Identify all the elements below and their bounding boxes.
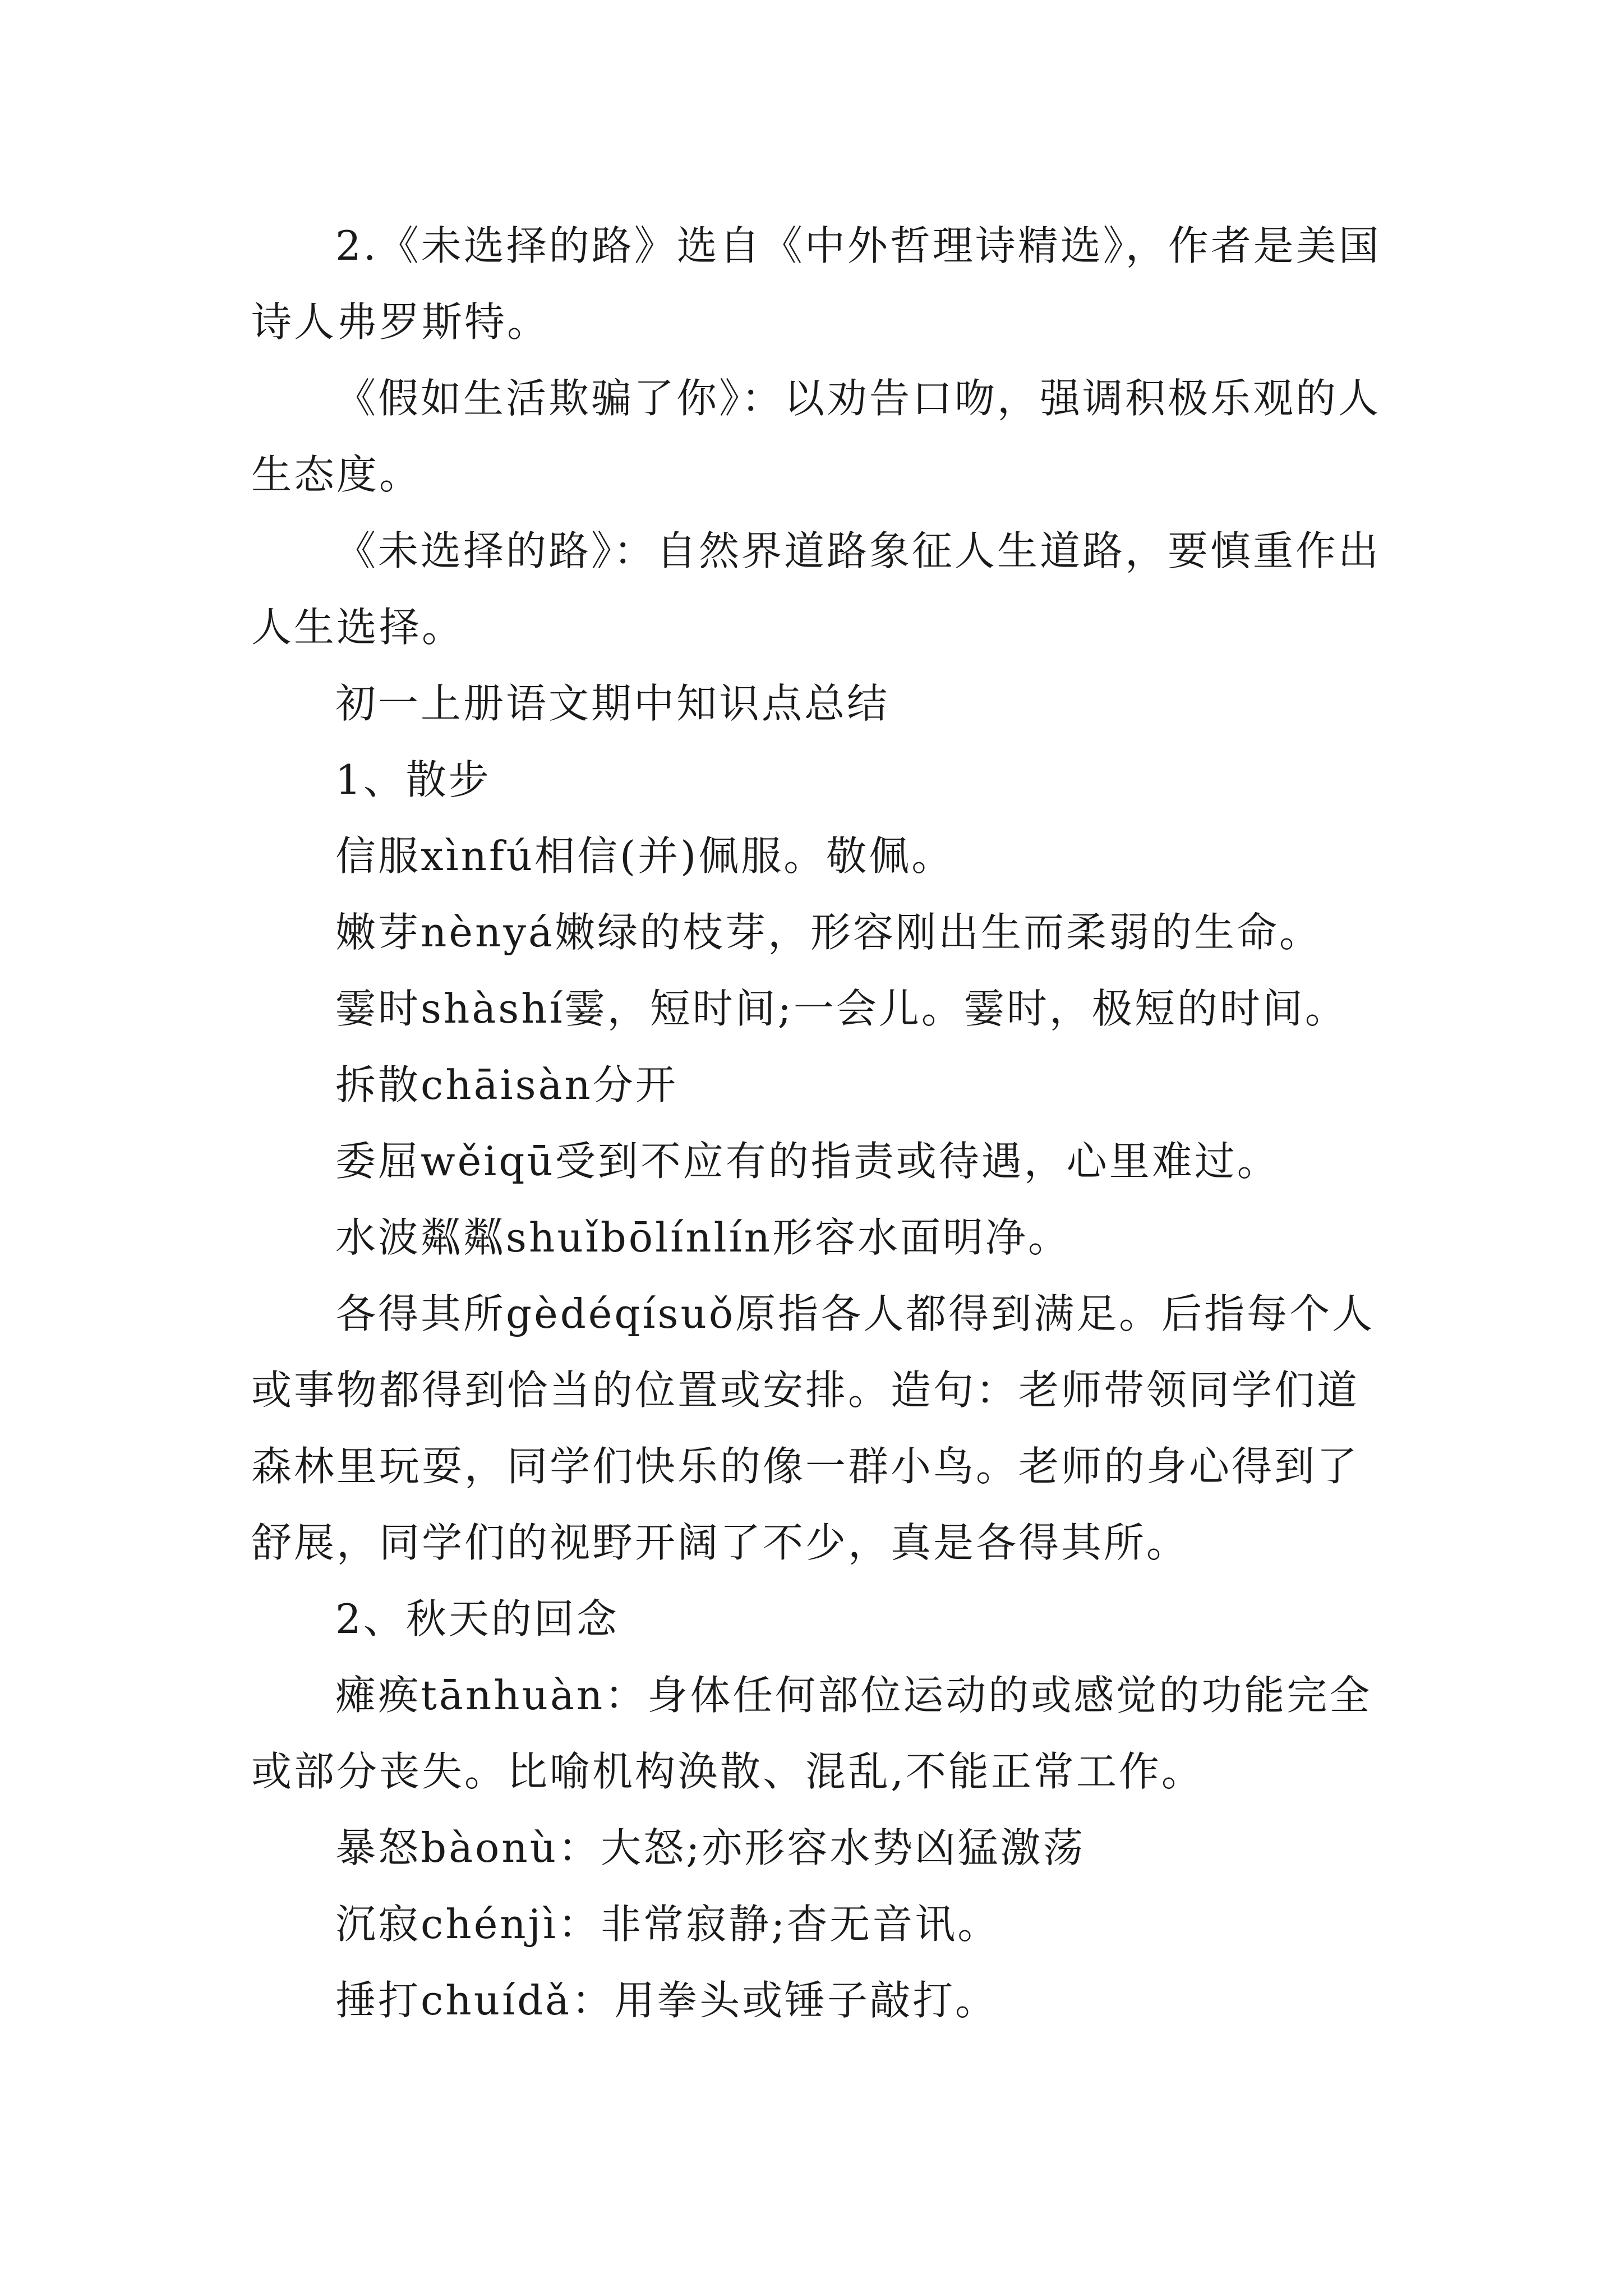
lesson-heading-2: 2、秋天的回念: [335, 1595, 619, 1642]
vocab-item: 瘫痪tānhuàn：身体任何部位运动的或感觉的功能完全或部分丧失。比喻机构涣散、混乱,不能正常工作。: [251, 1672, 1372, 1795]
section-title: 初一上册语文期中知识点总结: [335, 680, 890, 727]
vocab-item: 捶打chuídǎ：用拳头或锤子敲打。: [335, 1977, 998, 2024]
vocab-item: 水波粼粼shuǐbōlínlín形容水面明净。: [335, 1214, 1071, 1261]
vocab-item: 各得其所gèdéqísuǒ原指各人都得到满足。后指每个人或事物都得到恰当的位置或安排。造句：老师带领同学们道森林里玩耍，同学们快乐的像一群小鸟。老师的身心得到了舒展，同学们的视野开阔了不少，真是各得其所。: [251, 1290, 1375, 1566]
vocab-item: 霎时shàshí霎，短时间;一会儿。霎时，极短的时间。: [335, 985, 1348, 1032]
vocab-item: 拆散chāisàn分开: [335, 1061, 678, 1108]
vocab-item: 暴怒bàonù：大怒;亦形容水势凶猛激荡: [335, 1824, 1086, 1871]
paragraph-poem-theme-1: 《假如生活欺骗了你》：以劝告口吻，强调积极乐观的人生态度。: [251, 375, 1381, 498]
vocab-item: 沉寂chénjì：非常寂静;杳无音讯。: [335, 1901, 1000, 1948]
paragraph-poem-theme-2: 《未选择的路》：自然界道路象征人生道路，要慎重作出人生选择。: [251, 527, 1381, 651]
lesson-heading-1: 1、散步: [335, 756, 491, 803]
vocab-item: 委屈wěiqū受到不应有的指责或待遇，心里难过。: [335, 1138, 1280, 1185]
document-body: [251, 208, 1390, 2039]
paragraph-poem-source: 2.《未选择的路》选自《中外哲理诗精选》，作者是美国诗人弗罗斯特。: [251, 222, 1381, 346]
vocab-item: 信服xìnfú相信(并)佩服。敬佩。: [335, 832, 955, 880]
vocab-item: 嫩芽nènyá嫩绿的枝芽，形容刚出生而柔弱的生命。: [335, 909, 1322, 956]
